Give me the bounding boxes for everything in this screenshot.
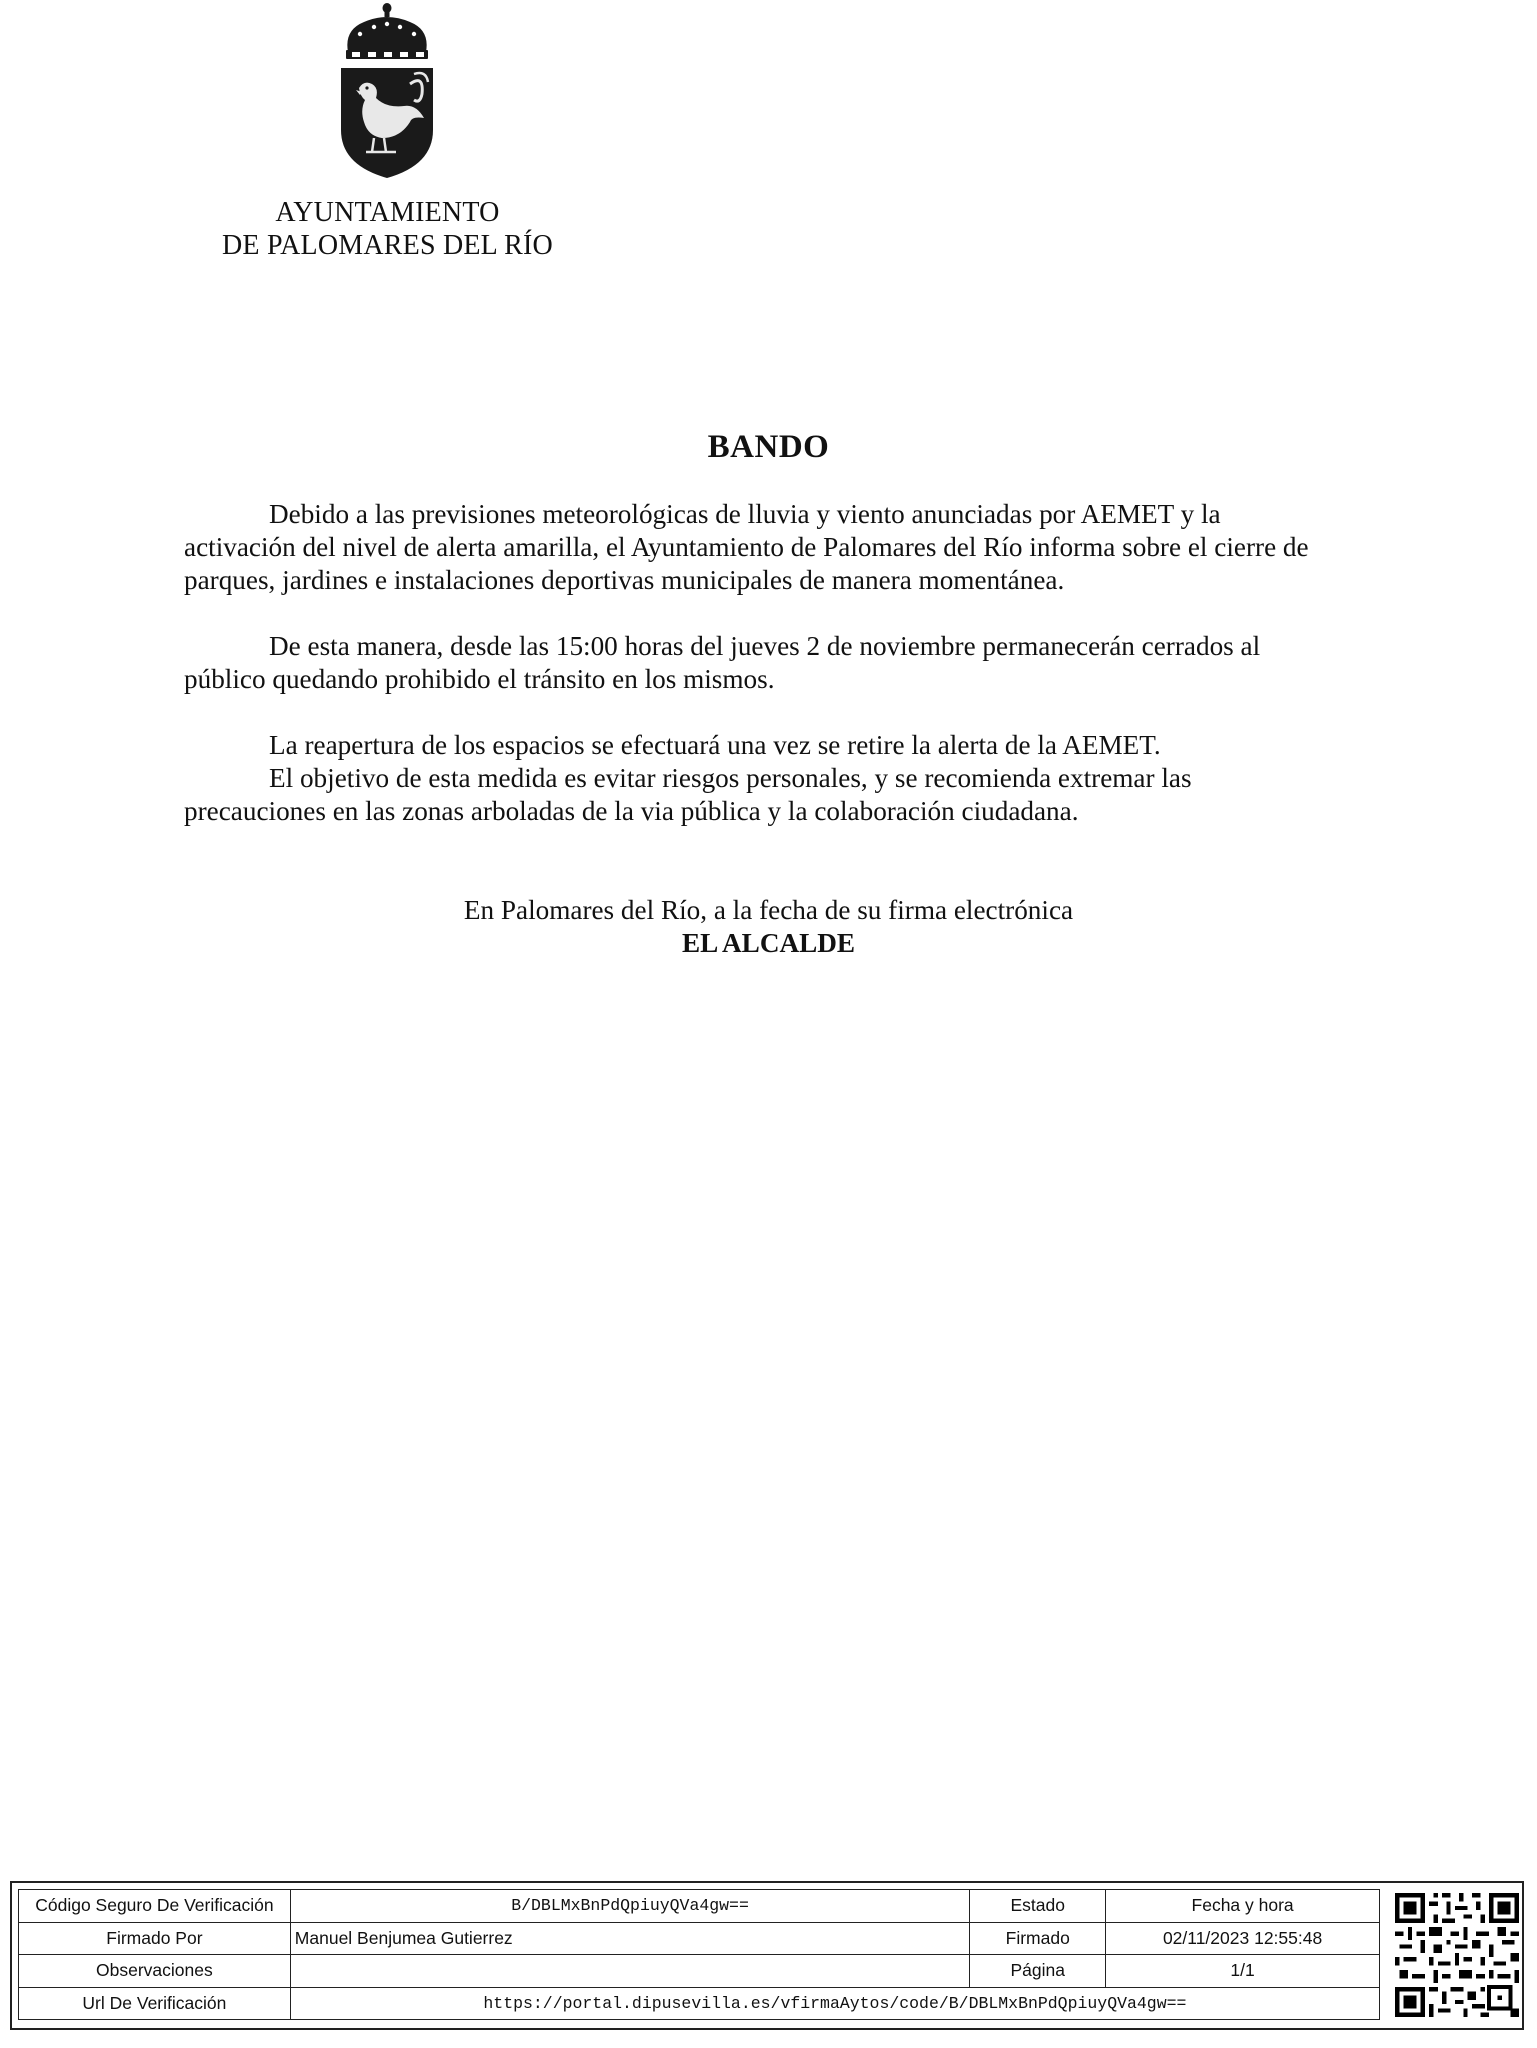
estado-value: Firmado [970, 1922, 1106, 1955]
observaciones-value [290, 1955, 969, 1988]
pagina-label: Página [970, 1955, 1106, 1988]
csv-label: Código Seguro De Verificación [19, 1890, 291, 1923]
paragraph-3: La reapertura de los espacios se efectuará una vez se retire la alerta de la AEMET. [269, 730, 1161, 760]
document-body [184, 498, 1324, 828]
signer-title: EL ALCALDE [681, 928, 855, 958]
closing-block [0, 894, 1537, 960]
fecha-value: 02/11/2023 12:55:48 [1106, 1922, 1380, 1955]
fecha-label: Fecha y hora [1106, 1890, 1380, 1923]
firmado-por-value: Manuel Benjumea Gutierrez [290, 1922, 969, 1955]
qr-code-icon [1395, 1893, 1519, 2017]
firmado-por-label: Firmado Por [19, 1922, 291, 1955]
paragraph-4: El objetivo de esta medida es evitar riesgos personales, y se recomienda extremar las precauciones en las zonas arboladas de la via pública y la colaboración ciudadana. [184, 763, 1192, 826]
municipality-name [180, 196, 595, 262]
verification-table [18, 1889, 1380, 2020]
signature-verification-box [10, 1881, 1524, 2030]
observaciones-label: Observaciones [19, 1955, 291, 1988]
document-title: BANDO [707, 429, 830, 465]
estado-label: Estado [970, 1890, 1106, 1923]
org-line-1: AYUNTAMIENTO [275, 197, 500, 228]
paragraph-1: Debido a las previsiones meteorológicas de lluvia y viento anunciadas por AEMET y la activación del nivel de alerta amarilla, el Ayuntamiento de Palomares del Río informa sobre el cierre de parques, jardines e instalaciones deportivas municipales de manera momentánea. [184, 499, 1309, 595]
csv-value: B/DBLMxBnPdQpiuyQVa4gw== [290, 1890, 969, 1923]
url-label: Url De Verificación [19, 1987, 291, 2020]
place-date: En Palomares del Río, a la fecha de su firma electrónica [463, 895, 1074, 925]
paragraph-2: De esta manera, desde las 15:00 horas del jueves 2 de noviembre permanecerán cerrados al público quedando prohibido el tránsito en los mismos. [184, 631, 1261, 694]
org-line-2: DE PALOMARES DEL RÍO [222, 230, 553, 261]
coat-of-arms-dove-crown-icon [334, 0, 440, 180]
pagina-value: 1/1 [1106, 1955, 1380, 1988]
url-value[interactable]: https://portal.dipusevilla.es/vfirmaAytos/code/B/DBLMxBnPdQpiuyQVa4gw== [290, 1987, 1379, 2020]
